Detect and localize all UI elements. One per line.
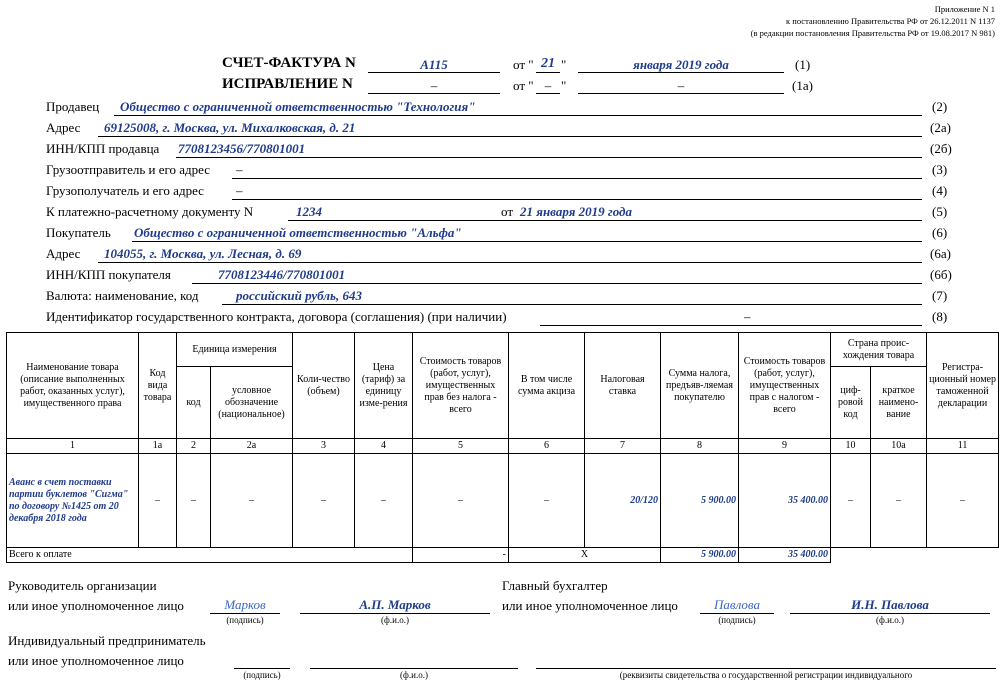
- cell-price: –: [355, 454, 413, 548]
- accountant-signature: Павлова: [714, 597, 760, 612]
- th-unit-name: условное обозначение (национальное): [211, 367, 293, 439]
- accountant-label-2: или иное уполномоченное лицо: [502, 598, 678, 613]
- seller-value: Общество с ограниченной ответственностью "Технология": [120, 99, 476, 114]
- th-excise: В том числе сумма акциза: [509, 333, 585, 439]
- ip-label-2: или иное уполномоченное лицо: [8, 653, 184, 668]
- payment-doc-label: К платежно-расчетному документу N: [46, 204, 254, 219]
- ip-sign-caption: (подпись): [243, 670, 281, 680]
- invoice-day-quote: ": [561, 57, 567, 72]
- cell-cost-without-tax: –: [413, 454, 509, 548]
- buyer-address-value: 104055, г. Москва, ул. Лесная, д. 69: [104, 246, 302, 261]
- buyer-address-label: Адрес: [46, 246, 81, 261]
- invoice-number: А115: [420, 57, 448, 72]
- cell-tax: 5 900.00: [661, 454, 739, 548]
- col-num: 1а: [139, 439, 177, 454]
- cell-country-code: –: [831, 454, 871, 548]
- col-num: 9: [739, 439, 831, 454]
- code-8: (8): [932, 309, 948, 324]
- code-1: (1): [795, 57, 811, 72]
- buyer-inn-value: 7708123446/770801001: [218, 267, 346, 282]
- appendix-line-3: (в редакции постановления Правительства РФ от 19.08.2017 N 981): [750, 28, 995, 38]
- col-num: 5: [413, 439, 509, 454]
- accountant-name: И.Н. Павлова: [851, 597, 929, 612]
- invoice-from-label: от ": [513, 57, 534, 72]
- th-country-code: циф-ровой код: [831, 367, 871, 439]
- cell-customs: –: [927, 454, 999, 548]
- th-rate: Налоговая ставка: [585, 333, 661, 439]
- appendix-line-1: Приложение N 1: [934, 4, 995, 14]
- payment-doc-from-label: от: [501, 204, 514, 219]
- head-label-2: или иное уполномоченное лицо: [8, 598, 184, 613]
- total-label: Всего к оплате: [7, 548, 413, 563]
- correction-day-quote: ": [561, 78, 567, 93]
- invoice-day: 21: [541, 56, 555, 71]
- code-2b: (2б): [930, 141, 952, 156]
- table-row: [7, 454, 999, 548]
- col-num: 1: [7, 439, 139, 454]
- buyer-value: Общество с ограниченной ответственностью "Альфа": [134, 225, 462, 240]
- currency-label: Валюта: наименование, код: [46, 288, 199, 303]
- th-tax: Сумма налога, предъяв-ляемая покупателю: [661, 333, 739, 439]
- cell-unit-code: –: [177, 454, 211, 548]
- appendix-note: [751, 3, 995, 39]
- cell-excise: –: [509, 454, 585, 548]
- invoice-title: СЧЕТ-ФАКТУРА N: [222, 55, 356, 71]
- col-num: 7: [585, 439, 661, 454]
- total-row: [7, 548, 999, 563]
- seller-address-value: 69125008, г. Москва, ул. Михалковская, д. 21: [104, 120, 356, 135]
- buyer-label: Покупатель: [46, 225, 111, 240]
- cell-rate: 20/120: [585, 454, 661, 548]
- consignee-label: Грузополучатель и его адрес: [46, 183, 204, 198]
- total-cost-without-tax: -: [413, 548, 509, 563]
- code-5: (5): [932, 204, 948, 219]
- th-unit-code: код: [177, 367, 211, 439]
- col-num: 2а: [211, 439, 293, 454]
- col-num: 11: [927, 439, 999, 454]
- head-sign-caption: (подпись): [226, 615, 264, 625]
- correction-title: ИСПРАВЛЕНИЕ N: [222, 76, 353, 92]
- seller-label: Продавец: [46, 99, 100, 114]
- invoice-date: января 2019 года: [633, 57, 729, 72]
- head-fio-caption: (ф.и.о.): [381, 615, 409, 625]
- code-2a: (2а): [930, 120, 951, 135]
- ip-reg-caption: (реквизиты свидетельства о государственной регистрации индивидуального: [619, 670, 913, 680]
- correction-date: –: [677, 78, 685, 93]
- accountant-sign-caption: (подпись): [718, 615, 756, 625]
- ip-label-1: Индивидуальный предприниматель: [8, 633, 206, 648]
- contract-id-value: –: [744, 309, 751, 324]
- invoice-table: [6, 332, 999, 563]
- payment-doc-date: 21 января 2019 года: [520, 204, 632, 219]
- code-7: (7): [932, 288, 948, 303]
- total-cost-with-tax: 35 400.00: [739, 548, 831, 563]
- th-country: Страна проис-хождения товара: [831, 333, 927, 367]
- seller-inn-label: ИНН/КПП продавца: [46, 141, 160, 156]
- contract-id-label: Идентификатор государственного контракта, договора (соглашения) (при наличии): [46, 309, 507, 324]
- col-num: 3: [293, 439, 355, 454]
- total-tax: 5 900.00: [661, 548, 739, 563]
- accountant-label-1: Главный бухгалтер: [502, 578, 608, 593]
- cell-unit-name: –: [211, 454, 293, 548]
- code-6b: (6б): [930, 267, 952, 282]
- th-kind: Код вида товара: [139, 333, 177, 439]
- head-name: А.П. Марков: [359, 597, 431, 612]
- ip-fio-caption: (ф.и.о.): [400, 670, 428, 680]
- th-name: Наименование товара (описание выполненных работ, оказанных услуг), имущественного права: [7, 333, 139, 439]
- code-1a: (1а): [792, 78, 813, 93]
- cell-country-name: –: [871, 454, 927, 548]
- col-num: 6: [509, 439, 585, 454]
- total-excise: X: [509, 548, 661, 563]
- th-price: Цена (тариф) за единицу изме-рения: [355, 333, 413, 439]
- shipper-label: Грузоотправитель и его адрес: [46, 162, 211, 177]
- code-6: (6): [932, 225, 948, 240]
- code-2: (2): [932, 99, 948, 114]
- correction-number: –: [430, 78, 438, 93]
- correction-from-label: от ": [513, 78, 534, 93]
- code-3: (3): [932, 162, 948, 177]
- correction-day: –: [544, 78, 552, 93]
- col-num: 8: [661, 439, 739, 454]
- shipper-value: –: [236, 162, 243, 177]
- appendix-line-2: к постановлению Правительства РФ от 26.12.2011 N 1137: [786, 16, 995, 26]
- cell-kind: –: [139, 454, 177, 548]
- seller-inn-value: 7708123456/770801001: [178, 141, 306, 156]
- th-qty: Коли-чество (объем): [293, 333, 355, 439]
- th-cost-with-tax: Стоимость товаров (работ, услуг), имущественных прав с налогом - всего: [739, 333, 831, 439]
- cell-name: Аванс в счет поставки партии буклетов "Сигма" по договору №1425 от 20 декабря 2018 года: [7, 454, 139, 548]
- cell-cost-with-tax: 35 400.00: [739, 454, 831, 548]
- payment-doc-number: 1234: [296, 204, 322, 219]
- head-signature: Марков: [224, 597, 266, 612]
- th-cost-without-tax: Стоимость товаров (работ, услуг), имущественных прав без налога - всего: [413, 333, 509, 439]
- col-num: 2: [177, 439, 211, 454]
- th-country-name: краткое наимено-вание: [871, 367, 927, 439]
- seller-address-label: Адрес: [46, 120, 81, 135]
- th-customs: Регистра-ционный номер таможенной декларации: [927, 333, 999, 439]
- col-num: 10а: [871, 439, 927, 454]
- code-4: (4): [932, 183, 948, 198]
- accountant-fio-caption: (ф.и.о.): [876, 615, 904, 625]
- col-num: 4: [355, 439, 413, 454]
- code-6a: (6а): [930, 246, 951, 261]
- currency-value: российский рубль, 643: [236, 288, 362, 303]
- th-unit: Единица измерения: [177, 333, 293, 367]
- col-num: 10: [831, 439, 871, 454]
- consignee-value: –: [236, 183, 243, 198]
- head-label-1: Руководитель организации: [8, 578, 157, 593]
- buyer-inn-label: ИНН/КПП покупателя: [46, 267, 171, 282]
- cell-qty: –: [293, 454, 355, 548]
